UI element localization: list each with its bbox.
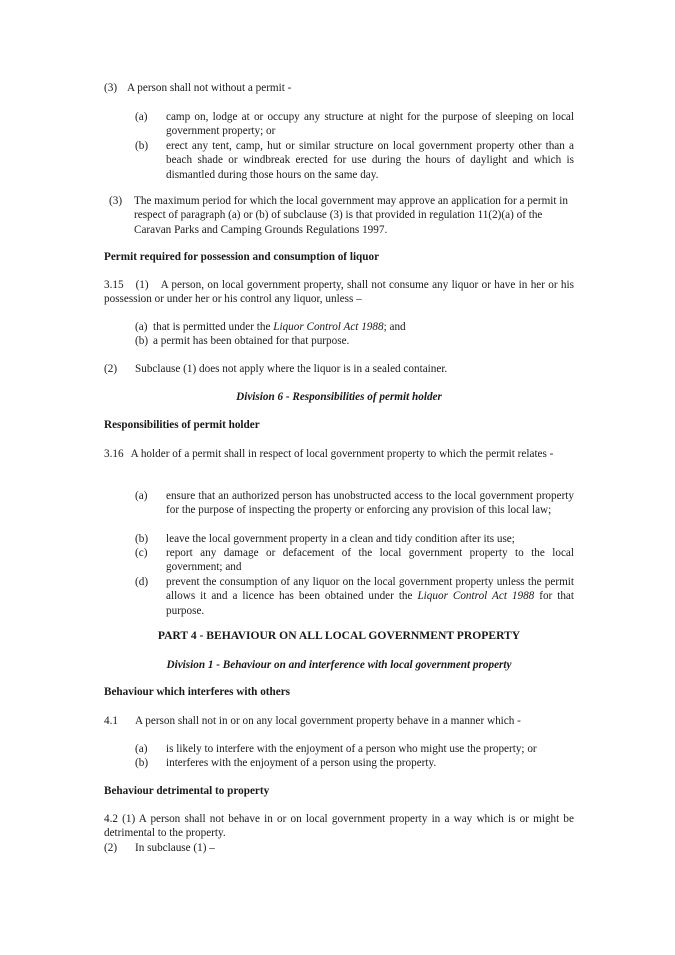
subclause-text: Subclause (1) does not apply where the liquor is in a sealed container. bbox=[135, 363, 448, 375]
item-label: (b) bbox=[135, 757, 149, 769]
clause-3-16 bbox=[104, 447, 574, 461]
act-name: Liquor Control Act 1988 bbox=[273, 321, 384, 333]
clause-number: 3.15 bbox=[104, 279, 124, 291]
heading-behaviour-interferes: Behaviour which interferes with others bbox=[104, 686, 291, 698]
item-text: report any damage or defacement of the local government property to the local government; and bbox=[166, 547, 574, 574]
item-label: (b) bbox=[135, 140, 149, 152]
list-item bbox=[135, 334, 574, 348]
item-label: (b) bbox=[135, 533, 149, 545]
division-1-heading: Division 1 - Behaviour on and interference with local government property bbox=[166, 659, 512, 671]
clause-3-16-list bbox=[135, 489, 574, 617]
part-4-heading: PART 4 - BEHAVIOUR ON ALL LOCAL GOVERNMENT PROPERTY bbox=[157, 629, 521, 642]
item-label: (b) bbox=[135, 335, 149, 347]
item-text: erect any tent, camp, hut or similar structure on local government property other than a beach shade or windbreak erected for use during the hours of daylight and which is dismantled during those hours on the same day. bbox=[166, 140, 574, 181]
item-text-end: for that purpose. bbox=[166, 590, 574, 617]
item-label: (d) bbox=[135, 576, 149, 588]
subclause-number: (2) bbox=[104, 842, 118, 854]
clause-4-1-list bbox=[135, 742, 574, 772]
item-label: (a) bbox=[135, 490, 148, 502]
division-6-heading: Division 6 - Responsibilities of permit holder bbox=[236, 391, 442, 403]
item-text: is likely to interfere with the enjoyment of a person who might use the property; or bbox=[166, 743, 537, 755]
item-label: (a) bbox=[135, 111, 148, 123]
item-text: ensure that an authorized person has unobstructed access to the local government property for the purpose of inspecting the property or enforcing any provision of this local law; bbox=[166, 490, 574, 517]
item-text: a permit has been obtained for that purpose. bbox=[153, 335, 350, 347]
item-label: (c) bbox=[135, 547, 148, 559]
clause-text: A holder of a permit shall in respect of local government property to which the permit relates - bbox=[130, 448, 554, 460]
heading-behaviour-detrimental: Behaviour detrimental to property bbox=[104, 785, 270, 797]
clause-number: (3) bbox=[104, 82, 118, 94]
item-text-end: ; and bbox=[383, 321, 406, 333]
clause-3-15 bbox=[104, 278, 574, 307]
clause-text: A person shall not in or on any local government property behave in a manner which - bbox=[135, 715, 521, 727]
clause-4-2 bbox=[104, 812, 574, 841]
act-name: Liquor Control Act 1988 bbox=[417, 590, 535, 603]
subclause-number: (2) bbox=[104, 363, 118, 375]
list-item bbox=[135, 320, 574, 334]
item-text: interferes with the enjoyment of a person using the property. bbox=[166, 757, 437, 769]
item-text: prevent the consumption of any liquor on the local government property unless the permit allows it and a licence has been obtained under the bbox=[166, 576, 574, 603]
subclause-text: In subclause (1) – bbox=[135, 842, 215, 854]
clause-number: 4.1 bbox=[104, 715, 118, 727]
subclause-number: (1) bbox=[135, 279, 149, 291]
clause-number: 3.16 bbox=[104, 448, 124, 460]
item-text: camp on, lodge at or occupy any structure at night for the purpose of sleeping on local government property; or bbox=[166, 111, 574, 138]
clause-text: The maximum period for which the local government may approve an application for a permit in respect of paragraph (a) or (b) of subclause (3) is that provided in regulation 11(2)(a) of the Caravan Parks and Camping Grounds Regulations 1997. bbox=[134, 195, 568, 236]
clause-number: (3) bbox=[109, 195, 123, 207]
clause-text: 4.2 (1) A person shall not behave in or on local government property in a way which is or might be detrimental to the property. bbox=[104, 813, 574, 840]
clause-3-list bbox=[135, 110, 574, 182]
item-text: leave the local government property in a clean and tidy condition after its use; bbox=[166, 533, 515, 545]
item-label: (a) bbox=[135, 743, 148, 755]
clause-text: A person, on local government property, shall not consume any liquor or have in her or his possession or under her or his control any liquor, unless – bbox=[104, 279, 574, 306]
item-label: (a) bbox=[135, 321, 148, 333]
clause-text: A person shall not without a permit - bbox=[127, 82, 292, 94]
item-text: that is permitted under the bbox=[153, 321, 274, 333]
heading-liquor-permit: Permit required for possession and consumption of liquor bbox=[104, 251, 380, 263]
heading-responsibilities: Responsibilities of permit holder bbox=[104, 419, 260, 431]
clause-3-15-list bbox=[135, 320, 574, 348]
